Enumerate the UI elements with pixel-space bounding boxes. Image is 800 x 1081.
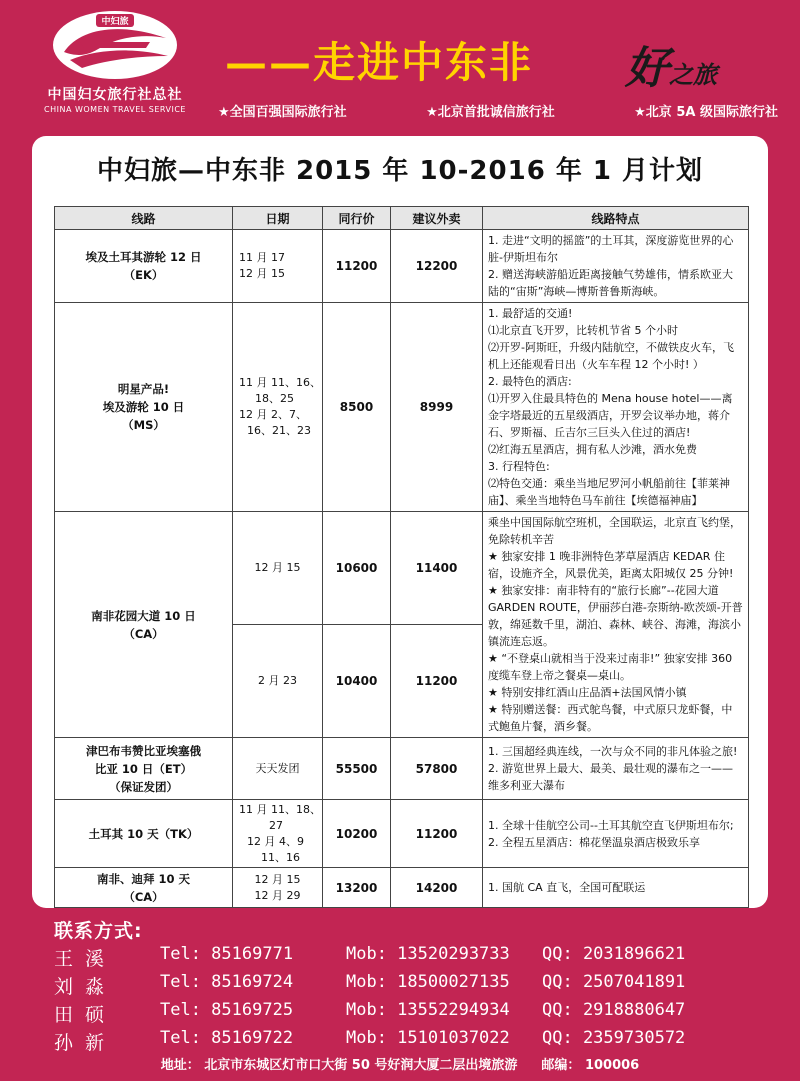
company-logo xyxy=(40,8,190,120)
retail-cell: 11200 xyxy=(391,800,483,868)
page-title: 中妇旅—中东非 2015 年 10-2016 年 1 月计划 xyxy=(96,156,704,186)
table-row xyxy=(55,738,749,800)
contact-tel: Tel: 85169722 xyxy=(160,1028,294,1048)
contact-qq: QQ: 2031896621 xyxy=(542,944,686,964)
logo-cn-text: 中国妇女旅行社总社 xyxy=(47,87,183,103)
contact-title: 联系方式: xyxy=(54,920,143,942)
features-cell: 1. 全球十佳航空公司--土耳其航空直飞伊斯坦布尔; 2. 全程五星酒店：棉花堡温泉酒店极致乐享 xyxy=(483,800,749,868)
plan-table xyxy=(54,206,749,908)
features-cell: 1. 三国超经典连线，一次与众不同的非凡体验之旅! 2. 游览世界上最大、最美、最壮观的瀑布之一——维多利亚大瀑布 xyxy=(483,738,749,800)
features-cell: 乘坐中国国际航空班机，全国联运，北京直飞约堡，免除转机辛苦 ★ 独家安排 1 晚非洲特色茅草屋酒店 KEDAR 住宿，设施齐全，风景优美，距离太阳城仅 25 分钟! ★ 独家安排：南非特有的“旅行长廊”--花园大道 GARDEN ROUTE，伊丽莎白港-奈斯纳-欧茨颂-开普敦，绵延数千里，湖泊、森林、峡谷、海滩，海滨小镇流连忘返。 ★ “不登桌山就相当于没来过南非!” 独家安排 360 度缆车登上帝之餐桌—桌山。 ★ 特别安排红酒山庄品酒+法国风情小镇 ★ 特别赠送餐：西式鸵鸟餐，中式原只龙虾餐，中式鲍鱼片餐，酒乡餐。 xyxy=(483,512,749,738)
header-route: 线路 xyxy=(55,207,233,230)
features-cell: 1. 国航 CA 直飞，全国可配联运 xyxy=(483,868,749,908)
contact-row xyxy=(54,1000,686,1028)
retail-cell: 11400 xyxy=(391,512,483,625)
date-cell: 2 月 23 xyxy=(233,625,323,738)
table-row xyxy=(55,230,749,303)
contact-tel: Tel: 85169724 xyxy=(160,972,294,992)
route-cell: 明星产品! 埃及游轮 10 日 （MS） xyxy=(55,303,233,512)
table-header-row xyxy=(55,207,749,230)
table-row xyxy=(55,868,749,908)
price-cell: 13200 xyxy=(323,868,391,908)
price-cell: 55500 xyxy=(323,738,391,800)
contact-row xyxy=(54,1028,686,1056)
date-cell: 天天发团 xyxy=(233,738,323,800)
route-cell: 土耳其 10 天（TK） xyxy=(55,800,233,868)
header-retail: 建议外卖 xyxy=(391,207,483,230)
content-card xyxy=(32,136,768,908)
contact-row xyxy=(54,972,686,1000)
tagline-2: ★北京首批诚信旅行社 xyxy=(426,105,555,120)
header-price: 同行价 xyxy=(323,207,391,230)
logo-en-text: CHINA WOMEN TRAVEL SERVICE xyxy=(44,105,186,114)
contact-qq: QQ: 2359730572 xyxy=(542,1028,686,1048)
brand-logo xyxy=(625,32,717,96)
features-cell: 1. 最舒适的交通! ⑴北京直飞开罗，比转机节省 5 个小时 ⑵开罗-阿斯旺，升级内陆航空，不做铁皮火车，飞机上还能观看日出（火车车程 12 个小时! ） 2. 最特色的酒店: ⑴开罗入住最具特色的 Mena house hotel——离金字塔最近的五星级酒店，开罗会议举办地，蒋介石、罗斯福、丘吉尔三巨头入住过的酒店! ⑵红海五星酒店，拥有私人沙滩，酒水免费 3. 行程特色: ⑵特色交通：乘坐当地尼罗河小帆船前往【菲莱神庙】、乘坐当地特色马车前往【埃德福神庙】 xyxy=(483,303,749,512)
retail-cell: 57800 xyxy=(391,738,483,800)
price-cell: 8500 xyxy=(323,303,391,512)
features-cell: 1. 走进“文明的摇篮”的土耳其，深度游览世界的心脏-伊斯坦布尔 2. 赠送海峡游船近距离接触气势雄伟，情系欧亚大陆的“宙斯”海峡—博斯普鲁斯海峡。 xyxy=(483,230,749,303)
contact-name: 孙新 xyxy=(54,1032,117,1054)
table-row xyxy=(55,512,749,625)
logo-badge-text: 中妇旅 xyxy=(101,17,129,27)
contact-row xyxy=(54,944,686,972)
contact-mob: Mob: 18500027135 xyxy=(346,972,510,992)
header-date: 日期 xyxy=(233,207,323,230)
table-row xyxy=(55,303,749,512)
route-cell: 南非、迪拜 10 天 （CA） xyxy=(55,868,233,908)
contact-name: 田硕 xyxy=(54,1004,117,1026)
contact-tel: Tel: 85169771 xyxy=(160,944,294,964)
contact-tel: Tel: 85169725 xyxy=(160,1000,294,1020)
contact-mob: Mob: 13520293733 xyxy=(346,944,510,964)
tagline-1: ★全国百强国际旅行社 xyxy=(218,105,347,120)
footer-address xyxy=(0,1054,800,1073)
price-cell: 10600 xyxy=(323,512,391,625)
date-cell: 12 月 15 12 月 29 xyxy=(233,868,323,908)
table-row xyxy=(55,800,749,868)
price-cell: 10400 xyxy=(323,625,391,738)
date-cell: 11 月 11、18、 27 12 月 4、9 11、16 xyxy=(233,800,323,868)
logo-emblem-icon xyxy=(50,8,180,82)
date-cell: 11 月 17 12 月 15 xyxy=(233,230,323,303)
address-text: 地址： 北京市东城区灯市口大街 50 号好润大厦二层出境旅游 xyxy=(160,1058,518,1073)
header-features: 线路特点 xyxy=(483,207,749,230)
price-cell: 11200 xyxy=(323,230,391,303)
retail-cell: 11200 xyxy=(391,625,483,738)
retail-cell: 12200 xyxy=(391,230,483,303)
brand-small: 之旅 xyxy=(669,60,717,89)
contact-mob: Mob: 15101037022 xyxy=(346,1028,510,1048)
contact-section xyxy=(54,916,686,1056)
postcode-text: 邮编： 100006 xyxy=(541,1058,640,1073)
route-cell: 津巴布韦赞比亚埃塞俄 比亚 10 日（ET） （保证发团） xyxy=(55,738,233,800)
retail-cell: 14200 xyxy=(391,868,483,908)
taglines xyxy=(218,101,778,120)
price-cell: 10200 xyxy=(323,800,391,868)
brand-big: 好 xyxy=(625,43,669,94)
contact-name: 刘淼 xyxy=(54,976,117,998)
route-cell: 埃及土耳其游轮 12 日 （EK） xyxy=(55,230,233,303)
retail-cell: 8999 xyxy=(391,303,483,512)
contact-name: 王溪 xyxy=(54,948,117,970)
date-cell: 11 月 11、16、 18、25 12 月 2、7、 16、21、23 xyxy=(233,303,323,512)
date-cell: 12 月 15 xyxy=(233,512,323,625)
contact-qq: QQ: 2507041891 xyxy=(542,972,686,992)
route-cell: 南非花园大道 10 日 （CA） xyxy=(55,512,233,738)
tagline-3: ★北京 5A 级国际旅行社 xyxy=(634,105,778,120)
header xyxy=(0,0,800,130)
slogan: ——走进中东非 xyxy=(225,38,534,87)
contact-mob: Mob: 13552294934 xyxy=(346,1000,510,1020)
contact-qq: QQ: 2918880647 xyxy=(542,1000,686,1020)
